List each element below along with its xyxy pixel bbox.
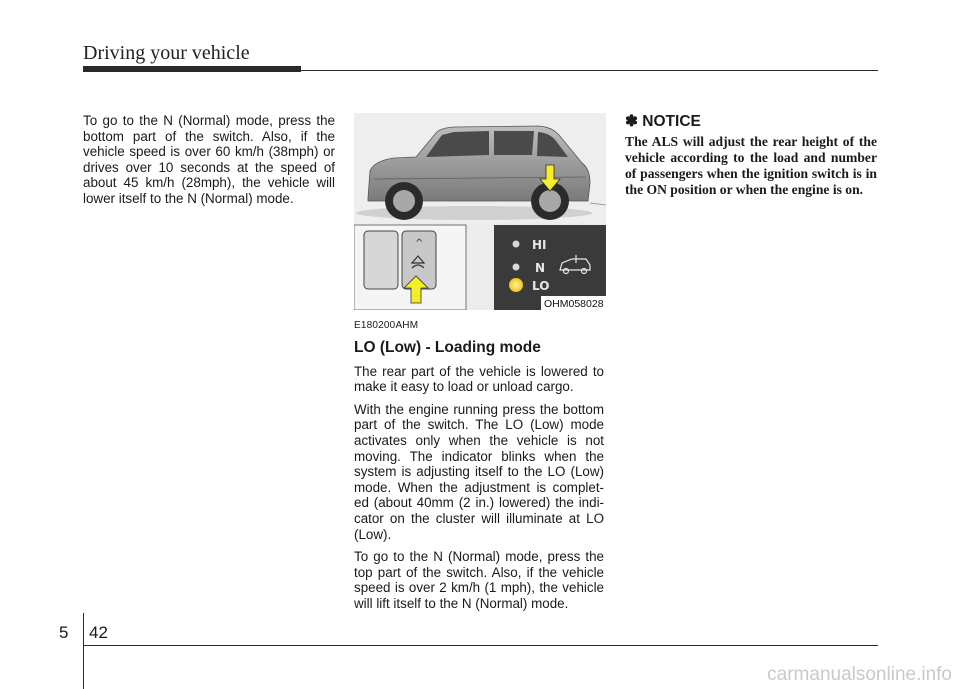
notice-box bbox=[625, 113, 877, 205]
svg-text:^: ^ bbox=[415, 238, 424, 249]
left-paragraph: To go to the N (Normal) mode, press the bottom part of the switch. Also, if the vehicle speed is over 60 km/h (38mph) or drives over 10 seconds at the speed of about 45 km/h (28mph), the vehicle will lower itself to the N (Normal) mode. bbox=[83, 113, 335, 206]
lo-lamp bbox=[509, 278, 523, 292]
mid-paragraph-3: To go to the N (Normal) mode, press the top part of the switch. Also, if the vehicle speed is over 2 km/h (1 mph), the vehicle will lift itself to the N (Normal) mode. bbox=[354, 549, 604, 611]
header-rule-thick bbox=[83, 66, 301, 72]
mid-paragraph-2: With the engine running press the bottom part of the switch. The LO (Low) mode activates only when the vehicle is not moving. The indicator blinks when the system is adjusting itself to the LO (Low) mode. When the adjustment is complet-ed (about 40mm (2 in.) lowered) the indi-cator on the cluster will illuminate at LO (Low). bbox=[354, 401, 604, 542]
left-column bbox=[83, 113, 335, 214]
mid-paragraph-1: The rear part of the vehicle is lowered to make it easy to load or unload cargo. bbox=[354, 363, 604, 395]
header-rule-thin bbox=[301, 70, 878, 71]
n-lamp bbox=[513, 264, 520, 271]
n-label: N bbox=[535, 261, 546, 275]
watermark-text: carmanualsonline.info bbox=[767, 664, 952, 685]
footer-horizontal-rule bbox=[84, 645, 878, 646]
section-code: E180200AHM bbox=[354, 320, 419, 331]
page-chapter: 5 bbox=[59, 623, 69, 642]
notice-body: The ALS will adjust the rear height of the vehicle according to the load and number of passengers when the ignition switch is in the ON position or when the engine is on. bbox=[625, 134, 877, 197]
lo-label: LO bbox=[532, 279, 550, 293]
figure-code: OHM058028 bbox=[544, 298, 604, 310]
hi-label: HI bbox=[532, 238, 547, 252]
page-header-title: Driving your vehicle bbox=[83, 42, 250, 64]
hi-lamp bbox=[513, 241, 520, 248]
mid-column bbox=[354, 318, 604, 619]
footer-vertical-rule bbox=[83, 613, 84, 689]
illustration-svg bbox=[354, 113, 606, 310]
notice-heading: ✽ NOTICE bbox=[625, 113, 701, 130]
vehicle-illustration bbox=[354, 113, 606, 310]
section-heading: LO (Low) - Loading mode bbox=[354, 338, 541, 356]
page-number: 42 bbox=[89, 623, 108, 642]
